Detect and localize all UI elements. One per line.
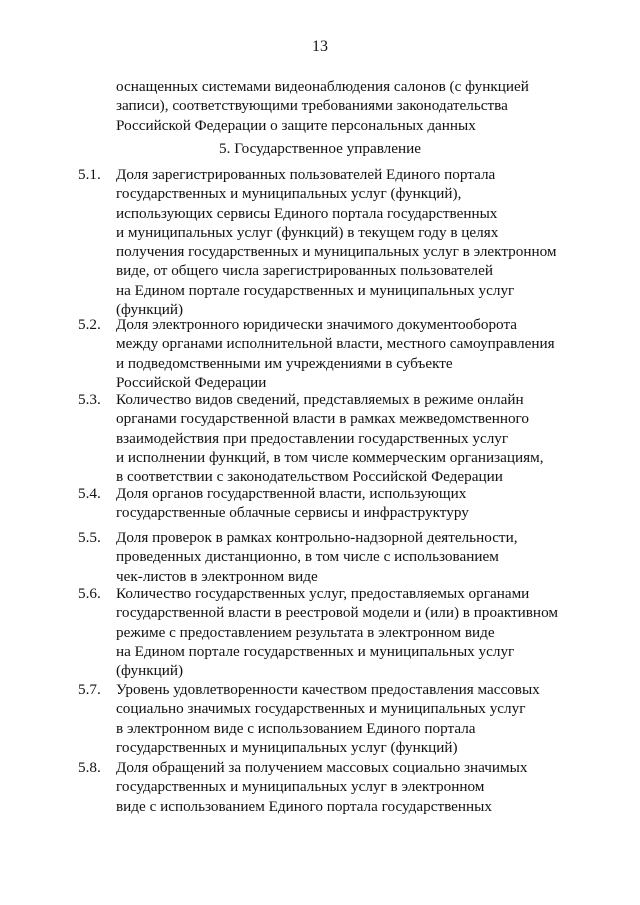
item-text: [116, 528, 566, 586]
item-text: [116, 484, 566, 523]
item-text: [116, 584, 566, 680]
item-line: виде, от общего числа зарегистрированных пользователей: [116, 262, 493, 280]
item-line: государственной власти в реестровой модели и (или) в проактивном: [116, 604, 558, 622]
item-number: 5.4.: [78, 485, 101, 502]
item-line: в электронном виде с использованием Единого портала: [116, 719, 476, 737]
item-line: на Едином портале государственных и муниципальных услуг: [116, 281, 515, 299]
section-heading: 5. Государственное управление: [219, 140, 421, 157]
item-line: использующих сервисы Единого портала государственных: [116, 204, 498, 222]
page-number: 13: [312, 38, 328, 55]
item-line: между органами исполнительной власти, местного самоуправления: [116, 335, 555, 353]
item-line: режиме с предоставлением результата в электронном виде: [116, 623, 495, 641]
item-number: 5.2.: [78, 316, 101, 333]
item-text: [116, 390, 566, 486]
intro-paragraph: [116, 77, 556, 135]
item-line: Количество государственных услуг, предоставляемых органами: [116, 585, 530, 602]
item-text: [116, 758, 566, 816]
item-line: и исполнении функций, в том числе коммерческим организациям,: [116, 448, 544, 466]
item-line: государственных и муниципальных услуг (функций),: [116, 185, 462, 203]
intro-line: Российской Федерации о защите персональных данных: [116, 116, 476, 134]
item-line: социально значимых государственных и муниципальных услуг: [116, 700, 526, 718]
item-line: и муниципальных услуг (функций) в текущем году в целях: [116, 223, 499, 241]
item-line: государственных и муниципальных услуг (функций): [116, 738, 458, 756]
item-line: Доля органов государственной власти, использующих: [116, 485, 467, 502]
item-number: 5.3.: [78, 391, 101, 408]
item-number: 5.8.: [78, 759, 101, 776]
item-line: Доля обращений за получением массовых социально значимых: [116, 759, 528, 776]
item-text: [116, 165, 566, 319]
item-line: получения государственных и муниципальных услуг в электронном: [116, 243, 557, 261]
item-line: государственных и муниципальных услуг в электронном: [116, 778, 485, 796]
item-line: Доля электронного юридически значимого документооборота: [116, 316, 518, 333]
item-line: проведенных дистанционно, в том числе с использованием: [116, 548, 499, 566]
item-line: Доля зарегистрированных пользователей Единого портала: [116, 166, 496, 183]
item-line: Доля проверок в рамках контрольно-надзорной деятельности,: [116, 529, 518, 546]
item-line: Уровень удовлетворенности качеством предоставления массовых: [116, 681, 540, 698]
intro-line: записи), соответствующими требованиями законодательства: [116, 97, 508, 115]
item-line: виде с использованием Единого портала государственных: [116, 797, 492, 815]
item-line: чек-листов в электронном виде: [116, 567, 318, 585]
item-number: 5.6.: [78, 585, 101, 602]
item-line: и подведомственными им учреждениями в субъекте: [116, 354, 453, 372]
item-line: государственные облачные сервисы и инфраструктуру: [116, 504, 469, 522]
item-line: органами государственной власти в рамках межведомственного: [116, 410, 529, 428]
item-number: 5.7.: [78, 681, 101, 698]
item-line: (функций): [116, 301, 184, 319]
item-line: в соответствии с законодательством Российской Федерации: [116, 468, 503, 486]
item-line: Российской Федерации: [116, 373, 267, 391]
item-line: на Едином портале государственных и муниципальных услуг: [116, 642, 515, 660]
item-line: взаимодействия при предоставлении государственных услуг: [116, 429, 509, 447]
item-line: (функций): [116, 662, 184, 680]
intro-line: оснащенных системами видеонаблюдения салонов (с функцией: [116, 78, 529, 95]
item-number: 5.1.: [78, 166, 101, 183]
item-number: 5.5.: [78, 529, 101, 546]
item-text: [116, 315, 566, 392]
item-line: Количество видов сведений, представляемых в режиме онлайн: [116, 391, 524, 408]
item-text: [116, 680, 566, 757]
